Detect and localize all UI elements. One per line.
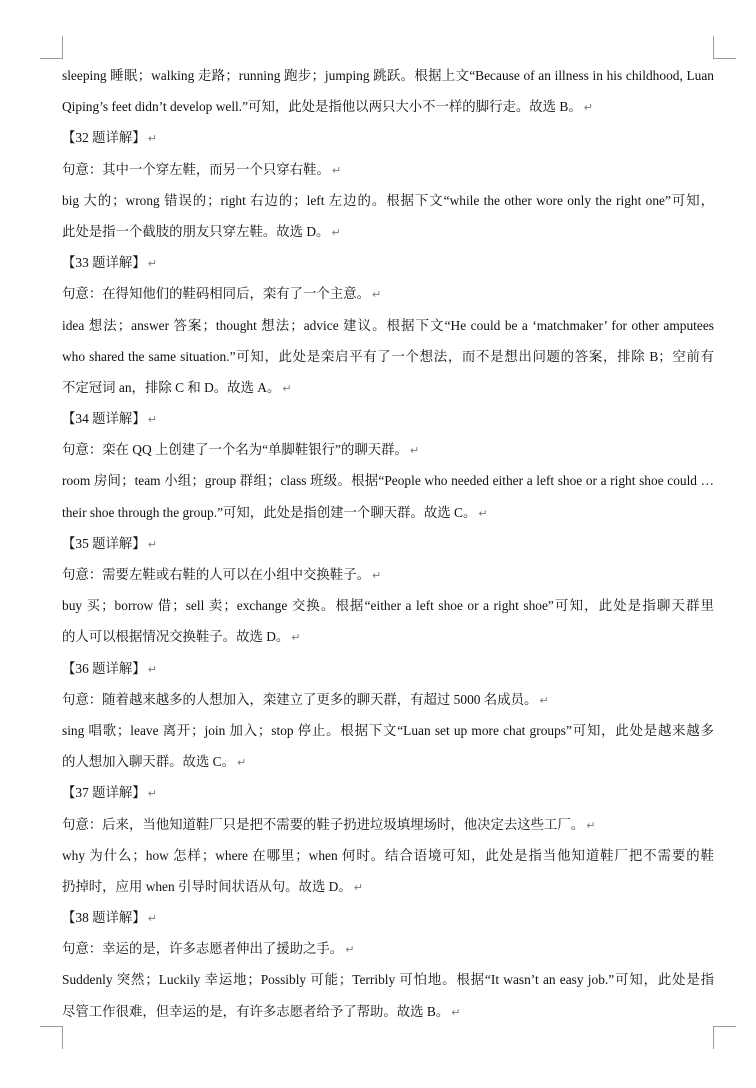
line-text: who shared the same situation.”可知，此处是栾启平有了一个想法，而不是想出问题的答案，排除 B；空前有 [62, 348, 714, 364]
text-line [62, 559, 714, 590]
text-line [62, 372, 714, 403]
line-text: 句意：后来，当他知道鞋厂只是把不需要的鞋子扔进垃圾填埋场时，他决定去这些工厂。 [62, 816, 585, 832]
paragraph-mark-icon: ↵ [291, 631, 301, 645]
paragraph-mark-icon: ↵ [371, 288, 382, 302]
line-text: 【38 题详解】 [62, 910, 146, 926]
text-line [62, 809, 714, 840]
line-text: 句意：幸运的是，许多志愿者伸出了援助之手。 [62, 941, 344, 957]
text-line [62, 964, 714, 995]
paragraph-mark-icon: ↵ [147, 537, 157, 551]
line-text: 句意：随着越来越多的人想加入，栾建立了更多的聊天群，有超过 5000 名成员。 [62, 691, 538, 707]
paragraph-mark-icon: ↵ [331, 163, 342, 177]
text-line [62, 871, 714, 902]
paragraph-mark-icon: ↵ [282, 381, 292, 395]
line-text: 不定冠词 an，排除 C 和 D。故选 A。 [62, 379, 281, 395]
line-text: 【35 题详解】 [62, 535, 146, 551]
paragraph-mark-icon: ↵ [409, 444, 420, 458]
paragraph-mark-icon: ↵ [371, 569, 382, 582]
line-text: 【34 题详解】 [62, 411, 146, 427]
line-text: idea 想法；answer 答案；thought 想法；advice 建议。根据下文“He could be a ‘matchmaker’ for other amputees [62, 317, 714, 333]
text-line [62, 621, 714, 652]
line-text: sleeping 睡眠；walking 走路；running 跑步；jumping 跳跃。根据上文“Because of an illness in his childhood, Luan [62, 68, 714, 83]
paragraph-mark-icon: ↵ [147, 132, 157, 146]
line-text: 句意：其中一个穿左鞋，而另一个只穿右鞋。 [62, 161, 330, 177]
text-line [62, 60, 714, 91]
line-text: 【32 题详解】 [62, 130, 146, 146]
line-text: big 大的；wrong 错误的；right 右边的；left 左边的。根据下文“while the other wore only the right one”可知， [62, 192, 714, 208]
paragraph-mark-icon: ↵ [478, 506, 488, 520]
text-line [62, 746, 714, 777]
paragraph-mark-icon: ↵ [345, 943, 355, 957]
section-heading [62, 902, 714, 933]
page-corner-mark-bottom-right [713, 1026, 736, 1049]
paragraph-mark-icon: ↵ [583, 101, 593, 115]
text-line [62, 341, 714, 372]
text-line [62, 216, 714, 247]
line-text: Suddenly 突然；Luckily 幸运地；Possibly 可能；Terribly 可怕地。根据“It wasn’t an easy job.”可知，此处是指 [62, 972, 714, 988]
line-text: 此处是指一个截肢的朋友只穿左鞋。故选 D。 [62, 223, 330, 239]
text-line [62, 996, 714, 1027]
text-line [62, 840, 714, 871]
line-text: their shoe through the group.”可知，此处是指创建一个聊天群。故选 C。 [62, 504, 477, 520]
text-line [62, 185, 714, 216]
text-line [62, 465, 714, 496]
text-line [62, 933, 714, 964]
paragraph-mark-icon: ↵ [353, 880, 363, 894]
paragraph-mark-icon: ↵ [147, 257, 157, 271]
text-line [62, 278, 714, 309]
text-line [62, 310, 714, 341]
paragraph-mark-icon: ↵ [147, 912, 157, 926]
paragraph-mark-icon: ↵ [147, 662, 157, 676]
line-text: 句意：在得知他们的鞋码相同后，栾有了一个主意。 [62, 286, 370, 302]
line-text: 的人想加入聊天群。故选 C。 [62, 754, 235, 770]
document-body [62, 60, 714, 1027]
section-heading [62, 653, 714, 684]
page-corner-mark-top-left [40, 36, 63, 59]
paragraph-mark-icon: ↵ [147, 413, 157, 427]
line-text: why 为什么；how 怎样；where 在哪里；when 何时。结合语境可知，此处是指当他知道鞋厂把不需要的鞋 [62, 847, 714, 863]
paragraph-mark-icon: ↵ [539, 693, 549, 707]
text-line [62, 497, 714, 528]
line-text: 【33 题详解】 [62, 255, 146, 271]
page-corner-mark-bottom-left [40, 1026, 63, 1049]
line-text: 【37 题详解】 [62, 785, 146, 801]
section-heading [62, 777, 714, 808]
text-line [62, 684, 714, 715]
paragraph-mark-icon: ↵ [451, 1005, 461, 1019]
paragraph-mark-icon: ↵ [236, 756, 247, 770]
text-line [62, 715, 714, 746]
text-line [62, 434, 714, 465]
line-text: 尽管工作很难，但幸运的是，有许多志愿者给予了帮助。故选 B。 [62, 1003, 450, 1019]
line-text: room 房间；team 小组；group 群组；class 班级。根据“People who needed either a left shoe or a right shoe could … [62, 473, 714, 489]
section-heading [62, 528, 714, 559]
line-text: 【36 题详解】 [62, 660, 146, 676]
paragraph-mark-icon: ↵ [586, 818, 596, 832]
line-text: 句意：栾在 QQ 上创建了一个名为“单脚鞋银行”的聊天群。 [62, 442, 408, 458]
paragraph-mark-icon: ↵ [147, 787, 157, 801]
paragraph-mark-icon: ↵ [331, 225, 341, 239]
line-text: sing 唱歌；leave 离开；join 加入；stop 停止。根据下文“Luan set up more chat groups”可知，此处是越来越多 [62, 722, 714, 738]
section-heading [62, 122, 714, 153]
section-heading [62, 403, 714, 434]
line-text: buy 买；borrow 借；sell 卖；exchange 交换。根据“either a left shoe or a right shoe”可知，此处是指聊天群里 [62, 598, 714, 614]
section-heading [62, 247, 714, 278]
text-line [62, 154, 714, 185]
line-text: 句意：需要左鞋或右鞋的人可以在小组中交换鞋子。 [62, 567, 370, 582]
text-line [62, 91, 714, 122]
page-corner-mark-top-right [713, 36, 736, 59]
line-text: Qiping’s feet didn’t develop well.”可知，此处是指他以两只大小不一样的脚行走。故选 B。 [62, 99, 582, 115]
line-text: 扔掉时，应用 when 引导时间状语从句。故选 D。 [62, 878, 352, 894]
text-line [62, 590, 714, 621]
line-text: 的人可以根据情况交换鞋子。故选 D。 [62, 629, 290, 645]
